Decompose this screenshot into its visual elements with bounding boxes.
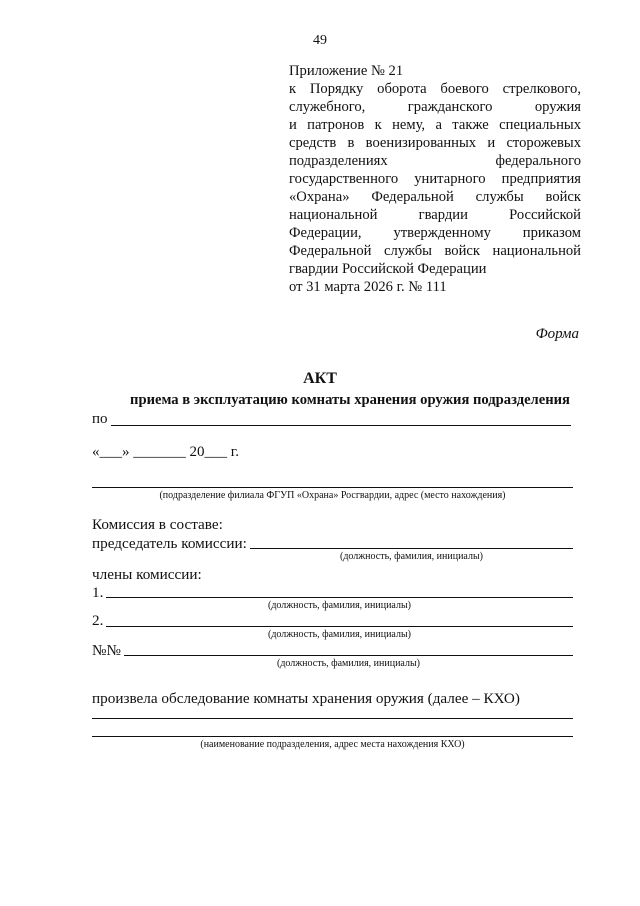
chair-caption: (должность, фамилия, инициалы): [339, 551, 484, 562]
appendix-line: подразделениях федерального: [289, 153, 581, 169]
subdivision-fill-line: [92, 487, 573, 488]
chair-label: председатель комиссии:: [92, 535, 247, 552]
member-n-fill-line: [124, 655, 573, 656]
member-1-caption: (должность, фамилия, инициалы): [267, 600, 412, 611]
appendix-header: [289, 62, 581, 296]
inspection-text: произвела обследование комнаты хранения оружия (далее – КХО): [92, 690, 520, 707]
kho-caption: (наименование подразделения, адрес места нахождения КХО): [200, 739, 465, 750]
chair-fill-line: [250, 548, 573, 549]
appendix-line: от 31 марта 2026 г. № 111: [289, 279, 447, 295]
kho-fill-line-2: [92, 736, 573, 737]
appendix-line: национальной гвардии Российской: [289, 207, 581, 223]
appendix-line: гвардии Российской Федерации: [289, 261, 487, 277]
member-n-caption: (должность, фамилия, инициалы): [276, 658, 421, 669]
appendix-line: Приложение № 21: [289, 63, 404, 79]
appendix-line: и патронов к нему, а также специальных: [289, 117, 581, 133]
member-2-caption: (должность, фамилия, инициалы): [267, 629, 412, 640]
document-title: АКТ: [303, 370, 337, 387]
appendix-line: «Охрана» Федеральной службы войск: [289, 189, 581, 205]
appendix-line: Федеральной службы войск национальной: [289, 243, 581, 259]
member-2-label: 2.: [92, 612, 104, 629]
appendix-line: Федерации, утвержденному приказом: [289, 225, 581, 241]
kho-fill-line-1: [92, 718, 573, 719]
po-label: по: [92, 411, 108, 427]
date-field: «___» _______ 20___ г.: [92, 444, 239, 460]
member-n-label: №№: [92, 642, 121, 659]
appendix-line: государственного унитарного предприятия: [289, 171, 581, 187]
appendix-line: средств в военизированных и сторожевых: [289, 135, 581, 151]
subdivision-caption: (подразделение филиала ФГУП «Охрана» Росгвардии, адрес (место нахождения): [159, 490, 506, 501]
members-label: члены комиссии:: [92, 566, 202, 583]
form-label: Форма: [535, 326, 579, 342]
member-1-label: 1.: [92, 584, 104, 601]
document-subtitle: приема в эксплуатацию комнаты хранения оружия подразделения: [130, 392, 570, 408]
member-2-fill-line: [106, 626, 573, 627]
page-number: 49: [313, 33, 327, 48]
appendix-line: служебного, гражданского оружия: [289, 99, 581, 115]
po-fill-line: [111, 425, 571, 426]
appendix-line: к Порядку оборота боевого стрелкового,: [289, 81, 581, 97]
commission-heading: Комиссия в составе:: [92, 516, 223, 533]
member-1-fill-line: [106, 597, 573, 598]
